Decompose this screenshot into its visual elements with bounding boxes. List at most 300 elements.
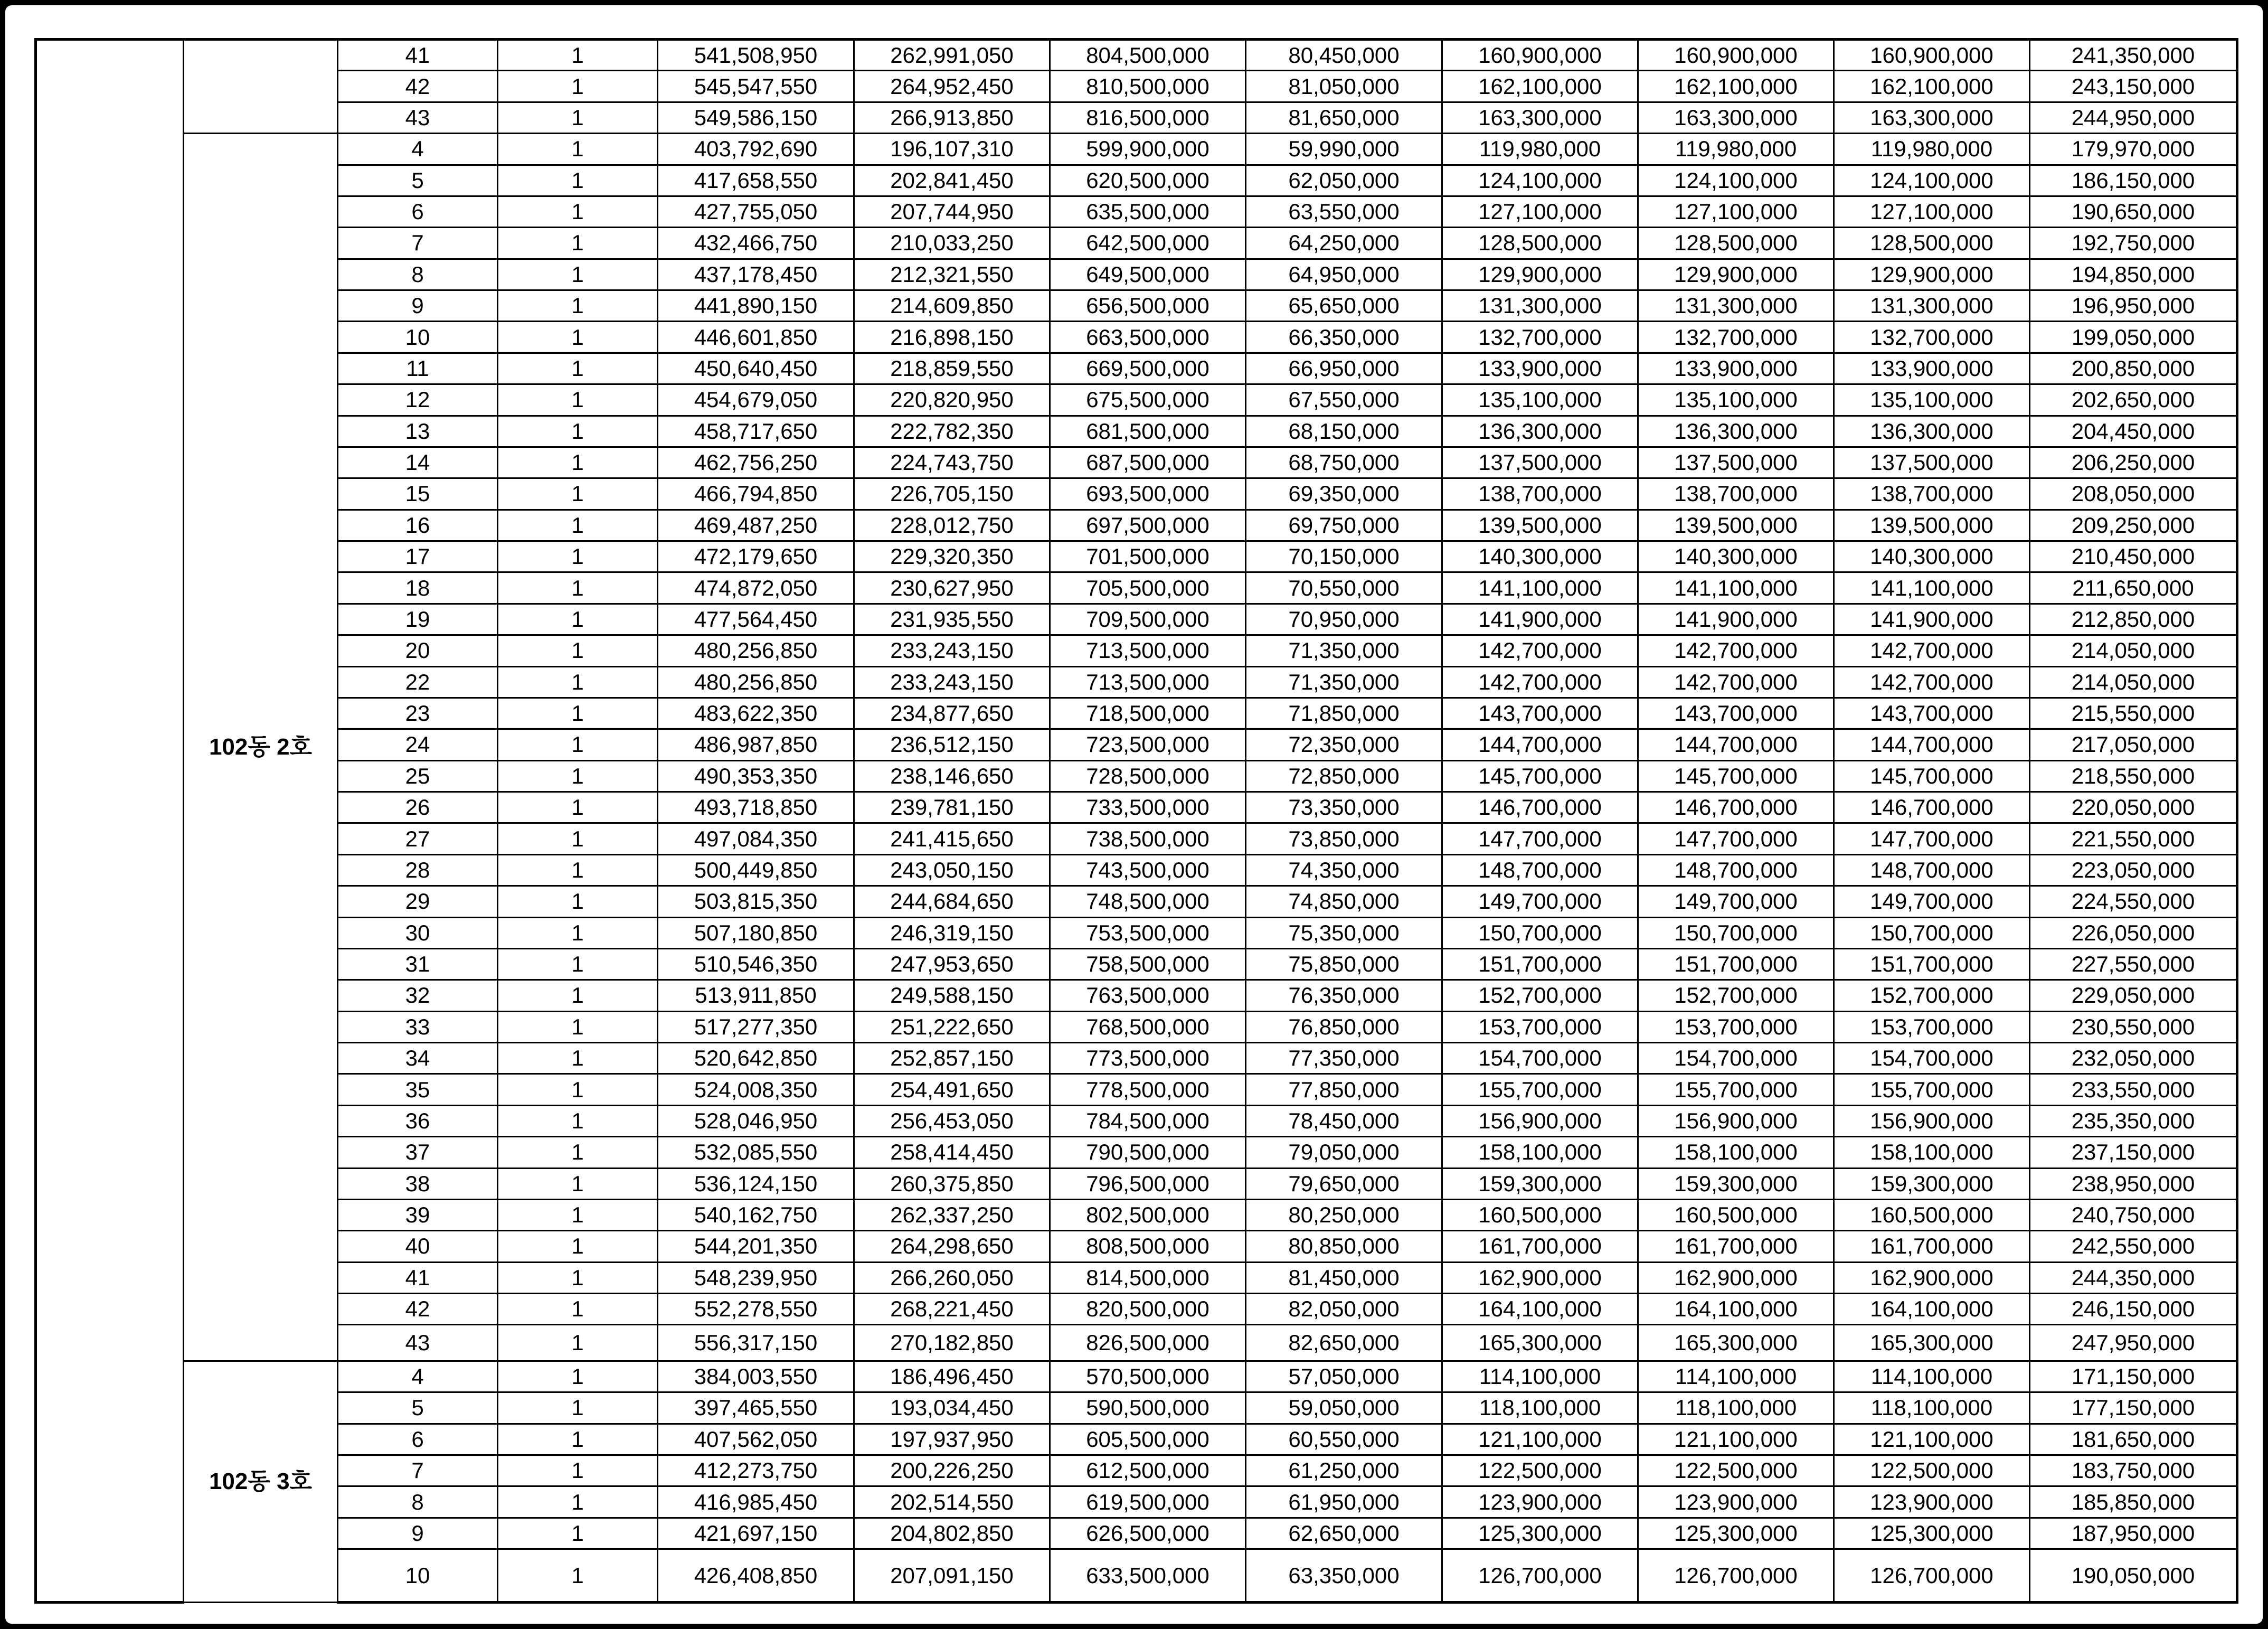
amount-cell: 642,500,000 xyxy=(1050,228,1246,259)
amount-cell: 493,718,850 xyxy=(658,792,854,823)
table-row xyxy=(36,635,2237,666)
amount-cell: 79,050,000 xyxy=(1246,1137,1442,1168)
amount-cell: 249,588,150 xyxy=(854,980,1050,1011)
amount-cell: 486,987,850 xyxy=(658,729,854,760)
amount-cell: 612,500,000 xyxy=(1050,1455,1246,1486)
unit-count-cell: 1 xyxy=(498,40,658,71)
table-row xyxy=(36,478,2237,510)
amount-cell: 62,050,000 xyxy=(1246,165,1442,196)
floor-cell: 4 xyxy=(338,1361,498,1392)
amount-cell: 228,012,750 xyxy=(854,510,1050,541)
amount-cell: 656,500,000 xyxy=(1050,290,1246,322)
amount-cell: 701,500,000 xyxy=(1050,541,1246,572)
unit-count-cell: 1 xyxy=(498,698,658,729)
amount-cell: 709,500,000 xyxy=(1050,604,1246,635)
document-page xyxy=(5,5,2263,1624)
unit-count-cell: 1 xyxy=(498,447,658,478)
amount-cell: 619,500,000 xyxy=(1050,1486,1246,1518)
amount-cell: 76,350,000 xyxy=(1246,980,1442,1011)
amount-cell: 186,150,000 xyxy=(2030,165,2237,196)
amount-cell: 241,350,000 xyxy=(2030,40,2237,71)
amount-cell: 149,700,000 xyxy=(1638,886,1834,917)
amount-cell: 507,180,850 xyxy=(658,917,854,948)
amount-cell: 69,350,000 xyxy=(1246,478,1442,510)
amount-cell: 403,792,690 xyxy=(658,134,854,165)
unit-count-cell: 1 xyxy=(498,259,658,290)
amount-cell: 215,550,000 xyxy=(2030,698,2237,729)
amount-cell: 65,650,000 xyxy=(1246,290,1442,322)
amount-cell: 123,900,000 xyxy=(1638,1486,1834,1518)
amount-cell: 816,500,000 xyxy=(1050,102,1246,133)
amount-cell: 258,414,450 xyxy=(854,1137,1050,1168)
amount-cell: 162,100,000 xyxy=(1834,71,2030,102)
amount-cell: 144,700,000 xyxy=(1442,729,1638,760)
amount-cell: 155,700,000 xyxy=(1442,1074,1638,1105)
amount-cell: 240,750,000 xyxy=(2030,1199,2237,1230)
amount-cell: 135,100,000 xyxy=(1638,384,1834,416)
amount-cell: 472,179,650 xyxy=(658,541,854,572)
amount-cell: 114,100,000 xyxy=(1638,1361,1834,1392)
amount-cell: 126,700,000 xyxy=(1442,1549,1638,1603)
amount-cell: 139,500,000 xyxy=(1638,510,1834,541)
amount-cell: 146,700,000 xyxy=(1442,792,1638,823)
unit-count-cell: 1 xyxy=(498,760,658,792)
unit-count-cell: 1 xyxy=(498,1011,658,1042)
amount-cell: 212,321,550 xyxy=(854,259,1050,290)
table-row xyxy=(36,1518,2237,1549)
amount-cell: 226,050,000 xyxy=(2030,917,2237,948)
table-row xyxy=(36,1392,2237,1424)
amount-cell: 441,890,150 xyxy=(658,290,854,322)
amount-cell: 548,239,950 xyxy=(658,1262,854,1293)
table-row xyxy=(36,666,2237,698)
amount-cell: 713,500,000 xyxy=(1050,635,1246,666)
table-row xyxy=(36,823,2237,854)
amount-cell: 67,550,000 xyxy=(1246,384,1442,416)
amount-cell: 152,700,000 xyxy=(1442,980,1638,1011)
amount-cell: 633,500,000 xyxy=(1050,1549,1246,1603)
amount-cell: 221,550,000 xyxy=(2030,823,2237,854)
floor-cell: 30 xyxy=(338,917,498,948)
amount-cell: 154,700,000 xyxy=(1638,1043,1834,1074)
floor-cell: 36 xyxy=(338,1105,498,1136)
amount-cell: 480,256,850 xyxy=(658,635,854,666)
floor-cell: 22 xyxy=(338,666,498,698)
amount-cell: 146,700,000 xyxy=(1638,792,1834,823)
amount-cell: 417,658,550 xyxy=(658,165,854,196)
amount-cell: 131,300,000 xyxy=(1834,290,2030,322)
amount-cell: 243,050,150 xyxy=(854,854,1050,886)
amount-cell: 61,250,000 xyxy=(1246,1455,1442,1486)
amount-cell: 156,900,000 xyxy=(1638,1105,1834,1136)
amount-cell: 151,700,000 xyxy=(1638,948,1834,980)
amount-cell: 129,900,000 xyxy=(1638,259,1834,290)
floor-cell: 4 xyxy=(338,134,498,165)
amount-cell: 262,991,050 xyxy=(854,40,1050,71)
amount-cell: 802,500,000 xyxy=(1050,1199,1246,1230)
amount-cell: 229,320,350 xyxy=(854,541,1050,572)
amount-cell: 128,500,000 xyxy=(1442,228,1638,259)
unit-count-cell: 1 xyxy=(498,196,658,227)
table-row xyxy=(36,1074,2237,1105)
amount-cell: 162,900,000 xyxy=(1638,1262,1834,1293)
amount-cell: 118,100,000 xyxy=(1638,1392,1834,1424)
amount-cell: 222,782,350 xyxy=(854,416,1050,447)
amount-cell: 532,085,550 xyxy=(658,1137,854,1168)
amount-cell: 161,700,000 xyxy=(1834,1231,2030,1262)
amount-cell: 545,547,550 xyxy=(658,71,854,102)
amount-cell: 197,937,950 xyxy=(854,1424,1050,1455)
amount-cell: 723,500,000 xyxy=(1050,729,1246,760)
unit-count-cell: 1 xyxy=(498,1294,658,1325)
amount-cell: 149,700,000 xyxy=(1834,886,2030,917)
unit-count-cell: 1 xyxy=(498,1549,658,1603)
amount-cell: 142,700,000 xyxy=(1442,635,1638,666)
amount-cell: 241,415,650 xyxy=(854,823,1050,854)
table-row xyxy=(36,134,2237,165)
amount-cell: 513,911,850 xyxy=(658,980,854,1011)
amount-cell: 66,350,000 xyxy=(1246,322,1442,353)
amount-cell: 150,700,000 xyxy=(1834,917,2030,948)
amount-cell: 140,300,000 xyxy=(1442,541,1638,572)
amount-cell: 153,700,000 xyxy=(1638,1011,1834,1042)
amount-cell: 784,500,000 xyxy=(1050,1105,1246,1136)
amount-cell: 71,350,000 xyxy=(1246,635,1442,666)
amount-cell: 160,500,000 xyxy=(1834,1199,2030,1230)
amount-cell: 773,500,000 xyxy=(1050,1043,1246,1074)
table-row xyxy=(36,1043,2237,1074)
amount-cell: 141,100,000 xyxy=(1638,572,1834,604)
amount-cell: 142,700,000 xyxy=(1638,635,1834,666)
amount-cell: 123,900,000 xyxy=(1834,1486,2030,1518)
floor-cell: 23 xyxy=(338,698,498,729)
floor-cell: 11 xyxy=(338,353,498,384)
unit-count-cell: 1 xyxy=(498,322,658,353)
amount-cell: 121,100,000 xyxy=(1638,1424,1834,1455)
amount-cell: 133,900,000 xyxy=(1638,353,1834,384)
table-row xyxy=(36,1231,2237,1262)
table-row xyxy=(36,854,2237,886)
amount-cell: 81,050,000 xyxy=(1246,71,1442,102)
amount-cell: 202,650,000 xyxy=(2030,384,2237,416)
amount-cell: 204,802,850 xyxy=(854,1518,1050,1549)
amount-cell: 204,450,000 xyxy=(2030,416,2237,447)
table-row xyxy=(36,604,2237,635)
table-row xyxy=(36,1455,2237,1486)
amount-cell: 179,970,000 xyxy=(2030,134,2237,165)
amount-cell: 234,877,650 xyxy=(854,698,1050,729)
table-row xyxy=(36,886,2237,917)
amount-cell: 268,221,450 xyxy=(854,1294,1050,1325)
amount-cell: 510,546,350 xyxy=(658,948,854,980)
amount-cell: 681,500,000 xyxy=(1050,416,1246,447)
amount-cell: 826,500,000 xyxy=(1050,1325,1246,1361)
unit-count-cell: 1 xyxy=(498,71,658,102)
unit-count-cell: 1 xyxy=(498,1518,658,1549)
unit-count-cell: 1 xyxy=(498,353,658,384)
amount-cell: 165,300,000 xyxy=(1834,1325,2030,1361)
amount-cell: 141,900,000 xyxy=(1638,604,1834,635)
amount-cell: 121,100,000 xyxy=(1834,1424,2030,1455)
amount-cell: 223,050,000 xyxy=(2030,854,2237,886)
amount-cell: 139,500,000 xyxy=(1834,510,2030,541)
amount-cell: 230,550,000 xyxy=(2030,1011,2237,1042)
amount-cell: 63,350,000 xyxy=(1246,1549,1442,1603)
amount-cell: 743,500,000 xyxy=(1050,854,1246,886)
amount-cell: 814,500,000 xyxy=(1050,1262,1246,1293)
amount-cell: 242,550,000 xyxy=(2030,1231,2237,1262)
amount-cell: 131,300,000 xyxy=(1638,290,1834,322)
unit-count-cell: 1 xyxy=(498,948,658,980)
amount-cell: 128,500,000 xyxy=(1638,228,1834,259)
amount-cell: 138,700,000 xyxy=(1834,478,2030,510)
amount-cell: 790,500,000 xyxy=(1050,1137,1246,1168)
amount-cell: 137,500,000 xyxy=(1638,447,1834,478)
amount-cell: 210,450,000 xyxy=(2030,541,2237,572)
amount-cell: 220,050,000 xyxy=(2030,792,2237,823)
amount-cell: 212,850,000 xyxy=(2030,604,2237,635)
amount-cell: 217,050,000 xyxy=(2030,729,2237,760)
amount-cell: 153,700,000 xyxy=(1442,1011,1638,1042)
floor-cell: 7 xyxy=(338,1455,498,1486)
amount-cell: 687,500,000 xyxy=(1050,447,1246,478)
amount-cell: 446,601,850 xyxy=(658,322,854,353)
amount-cell: 244,950,000 xyxy=(2030,102,2237,133)
table-row xyxy=(36,1011,2237,1042)
amount-cell: 620,500,000 xyxy=(1050,165,1246,196)
table-row xyxy=(36,1199,2237,1230)
amount-cell: 669,500,000 xyxy=(1050,353,1246,384)
amount-cell: 200,226,250 xyxy=(854,1455,1050,1486)
amount-cell: 69,750,000 xyxy=(1246,510,1442,541)
amount-cell: 151,700,000 xyxy=(1442,948,1638,980)
table-row xyxy=(36,1549,2237,1603)
amount-cell: 161,700,000 xyxy=(1638,1231,1834,1262)
amount-cell: 384,003,550 xyxy=(658,1361,854,1392)
floor-cell: 38 xyxy=(338,1168,498,1199)
amount-cell: 477,564,450 xyxy=(658,604,854,635)
amount-cell: 244,684,650 xyxy=(854,886,1050,917)
amount-cell: 124,100,000 xyxy=(1638,165,1834,196)
amount-cell: 124,100,000 xyxy=(1834,165,2030,196)
amount-cell: 135,100,000 xyxy=(1442,384,1638,416)
floor-cell: 41 xyxy=(338,1262,498,1293)
amount-cell: 159,300,000 xyxy=(1834,1168,2030,1199)
amount-cell: 540,162,750 xyxy=(658,1199,854,1230)
amount-cell: 480,256,850 xyxy=(658,666,854,698)
amount-cell: 155,700,000 xyxy=(1834,1074,2030,1105)
amount-cell: 114,100,000 xyxy=(1442,1361,1638,1392)
amount-cell: 649,500,000 xyxy=(1050,259,1246,290)
unit-count-cell: 1 xyxy=(498,1137,658,1168)
amount-cell: 154,700,000 xyxy=(1834,1043,2030,1074)
table-row xyxy=(36,196,2237,227)
amount-cell: 224,743,750 xyxy=(854,447,1050,478)
amount-cell: 224,550,000 xyxy=(2030,886,2237,917)
table-body xyxy=(36,40,2237,1603)
amount-cell: 196,950,000 xyxy=(2030,290,2237,322)
amount-cell: 125,300,000 xyxy=(1834,1518,2030,1549)
amount-cell: 138,700,000 xyxy=(1638,478,1834,510)
amount-cell: 524,008,350 xyxy=(658,1074,854,1105)
amount-cell: 192,750,000 xyxy=(2030,228,2237,259)
amount-cell: 199,050,000 xyxy=(2030,322,2237,353)
amount-cell: 59,990,000 xyxy=(1246,134,1442,165)
amount-cell: 165,300,000 xyxy=(1442,1325,1638,1361)
amount-cell: 79,650,000 xyxy=(1246,1168,1442,1199)
amount-cell: 143,700,000 xyxy=(1638,698,1834,729)
table-row xyxy=(36,71,2237,102)
amount-cell: 152,700,000 xyxy=(1834,980,2030,1011)
unit-count-cell: 1 xyxy=(498,917,658,948)
amount-cell: 810,500,000 xyxy=(1050,71,1246,102)
amount-cell: 71,850,000 xyxy=(1246,698,1442,729)
amount-cell: 808,500,000 xyxy=(1050,1231,1246,1262)
amount-cell: 132,700,000 xyxy=(1638,322,1834,353)
amount-cell: 247,950,000 xyxy=(2030,1325,2237,1361)
amount-cell: 171,150,000 xyxy=(2030,1361,2237,1392)
amount-cell: 135,100,000 xyxy=(1834,384,2030,416)
amount-cell: 80,850,000 xyxy=(1246,1231,1442,1262)
floor-cell: 9 xyxy=(338,1518,498,1549)
amount-cell: 75,350,000 xyxy=(1246,917,1442,948)
table-row xyxy=(36,1294,2237,1325)
amount-cell: 146,700,000 xyxy=(1834,792,2030,823)
amount-cell: 738,500,000 xyxy=(1050,823,1246,854)
amount-cell: 132,700,000 xyxy=(1442,322,1638,353)
amount-cell: 154,700,000 xyxy=(1442,1043,1638,1074)
amount-cell: 150,700,000 xyxy=(1638,917,1834,948)
amount-cell: 458,717,650 xyxy=(658,416,854,447)
amount-cell: 128,500,000 xyxy=(1834,228,2030,259)
unit-count-cell: 1 xyxy=(498,228,658,259)
unit-count-cell: 1 xyxy=(498,792,658,823)
amount-cell: 162,100,000 xyxy=(1442,71,1638,102)
amount-cell: 820,500,000 xyxy=(1050,1294,1246,1325)
amount-cell: 63,550,000 xyxy=(1246,196,1442,227)
unit-type-cell xyxy=(184,40,338,134)
amount-cell: 158,100,000 xyxy=(1442,1137,1638,1168)
amount-cell: 693,500,000 xyxy=(1050,478,1246,510)
amount-cell: 218,859,550 xyxy=(854,353,1050,384)
amount-cell: 158,100,000 xyxy=(1638,1137,1834,1168)
amount-cell: 145,700,000 xyxy=(1834,760,2030,792)
unit-count-cell: 1 xyxy=(498,886,658,917)
amount-cell: 186,496,450 xyxy=(854,1361,1050,1392)
unit-type-cell: 102동 2호 xyxy=(184,134,338,1361)
amount-cell: 132,700,000 xyxy=(1834,322,2030,353)
amount-cell: 68,150,000 xyxy=(1246,416,1442,447)
amount-cell: 165,300,000 xyxy=(1638,1325,1834,1361)
table-row xyxy=(36,353,2237,384)
table-row xyxy=(36,948,2237,980)
amount-cell: 246,319,150 xyxy=(854,917,1050,948)
table-row xyxy=(36,1262,2237,1293)
amount-cell: 262,337,250 xyxy=(854,1199,1050,1230)
floor-cell: 12 xyxy=(338,384,498,416)
amount-cell: 80,250,000 xyxy=(1246,1199,1442,1230)
unit-count-cell: 1 xyxy=(498,1424,658,1455)
amount-cell: 60,550,000 xyxy=(1246,1424,1442,1455)
amount-cell: 73,350,000 xyxy=(1246,792,1442,823)
amount-cell: 75,850,000 xyxy=(1246,948,1442,980)
price-table xyxy=(34,38,2238,1604)
floor-cell: 26 xyxy=(338,792,498,823)
floor-cell: 8 xyxy=(338,259,498,290)
amount-cell: 214,050,000 xyxy=(2030,666,2237,698)
amount-cell: 160,500,000 xyxy=(1638,1199,1834,1230)
amount-cell: 140,300,000 xyxy=(1834,541,2030,572)
amount-cell: 252,857,150 xyxy=(854,1043,1050,1074)
floor-cell: 7 xyxy=(338,228,498,259)
amount-cell: 148,700,000 xyxy=(1834,854,2030,886)
amount-cell: 196,107,310 xyxy=(854,134,1050,165)
amount-cell: 421,697,150 xyxy=(658,1518,854,1549)
table-row xyxy=(36,980,2237,1011)
amount-cell: 137,500,000 xyxy=(1442,447,1638,478)
amount-cell: 187,950,000 xyxy=(2030,1518,2237,1549)
amount-cell: 247,953,650 xyxy=(854,948,1050,980)
amount-cell: 72,350,000 xyxy=(1246,729,1442,760)
amount-cell: 119,980,000 xyxy=(1442,134,1638,165)
amount-cell: 796,500,000 xyxy=(1050,1168,1246,1199)
amount-cell: 162,900,000 xyxy=(1442,1262,1638,1293)
amount-cell: 236,512,150 xyxy=(854,729,1050,760)
unit-count-cell: 1 xyxy=(498,635,658,666)
amount-cell: 778,500,000 xyxy=(1050,1074,1246,1105)
amount-cell: 266,913,850 xyxy=(854,102,1050,133)
unit-count-cell: 1 xyxy=(498,854,658,886)
amount-cell: 503,815,350 xyxy=(658,886,854,917)
amount-cell: 216,898,150 xyxy=(854,322,1050,353)
unit-count-cell: 1 xyxy=(498,1231,658,1262)
floor-cell: 13 xyxy=(338,416,498,447)
amount-cell: 147,700,000 xyxy=(1442,823,1638,854)
amount-cell: 232,050,000 xyxy=(2030,1043,2237,1074)
amount-cell: 804,500,000 xyxy=(1050,40,1246,71)
floor-cell: 42 xyxy=(338,71,498,102)
amount-cell: 133,900,000 xyxy=(1834,353,2030,384)
amount-cell: 183,750,000 xyxy=(2030,1455,2237,1486)
amount-cell: 705,500,000 xyxy=(1050,572,1246,604)
amount-cell: 412,273,750 xyxy=(658,1455,854,1486)
unit-count-cell: 1 xyxy=(498,510,658,541)
floor-cell: 39 xyxy=(338,1199,498,1230)
amount-cell: 147,700,000 xyxy=(1834,823,2030,854)
amount-cell: 142,700,000 xyxy=(1834,635,2030,666)
amount-cell: 260,375,850 xyxy=(854,1168,1050,1199)
amount-cell: 142,700,000 xyxy=(1442,666,1638,698)
floor-cell: 24 xyxy=(338,729,498,760)
floor-cell: 43 xyxy=(338,1325,498,1361)
amount-cell: 68,750,000 xyxy=(1246,447,1442,478)
amount-cell: 126,700,000 xyxy=(1834,1549,2030,1603)
amount-cell: 599,900,000 xyxy=(1050,134,1246,165)
unit-count-cell: 1 xyxy=(498,290,658,322)
amount-cell: 142,700,000 xyxy=(1638,666,1834,698)
amount-cell: 536,124,150 xyxy=(658,1168,854,1199)
amount-cell: 226,705,150 xyxy=(854,478,1050,510)
amount-cell: 474,872,050 xyxy=(658,572,854,604)
table-row xyxy=(36,510,2237,541)
amount-cell: 220,820,950 xyxy=(854,384,1050,416)
table-row xyxy=(36,290,2237,322)
unit-count-cell: 1 xyxy=(498,729,658,760)
amount-cell: 122,500,000 xyxy=(1638,1455,1834,1486)
amount-cell: 500,449,850 xyxy=(658,854,854,886)
amount-cell: 119,980,000 xyxy=(1834,134,2030,165)
amount-cell: 454,679,050 xyxy=(658,384,854,416)
